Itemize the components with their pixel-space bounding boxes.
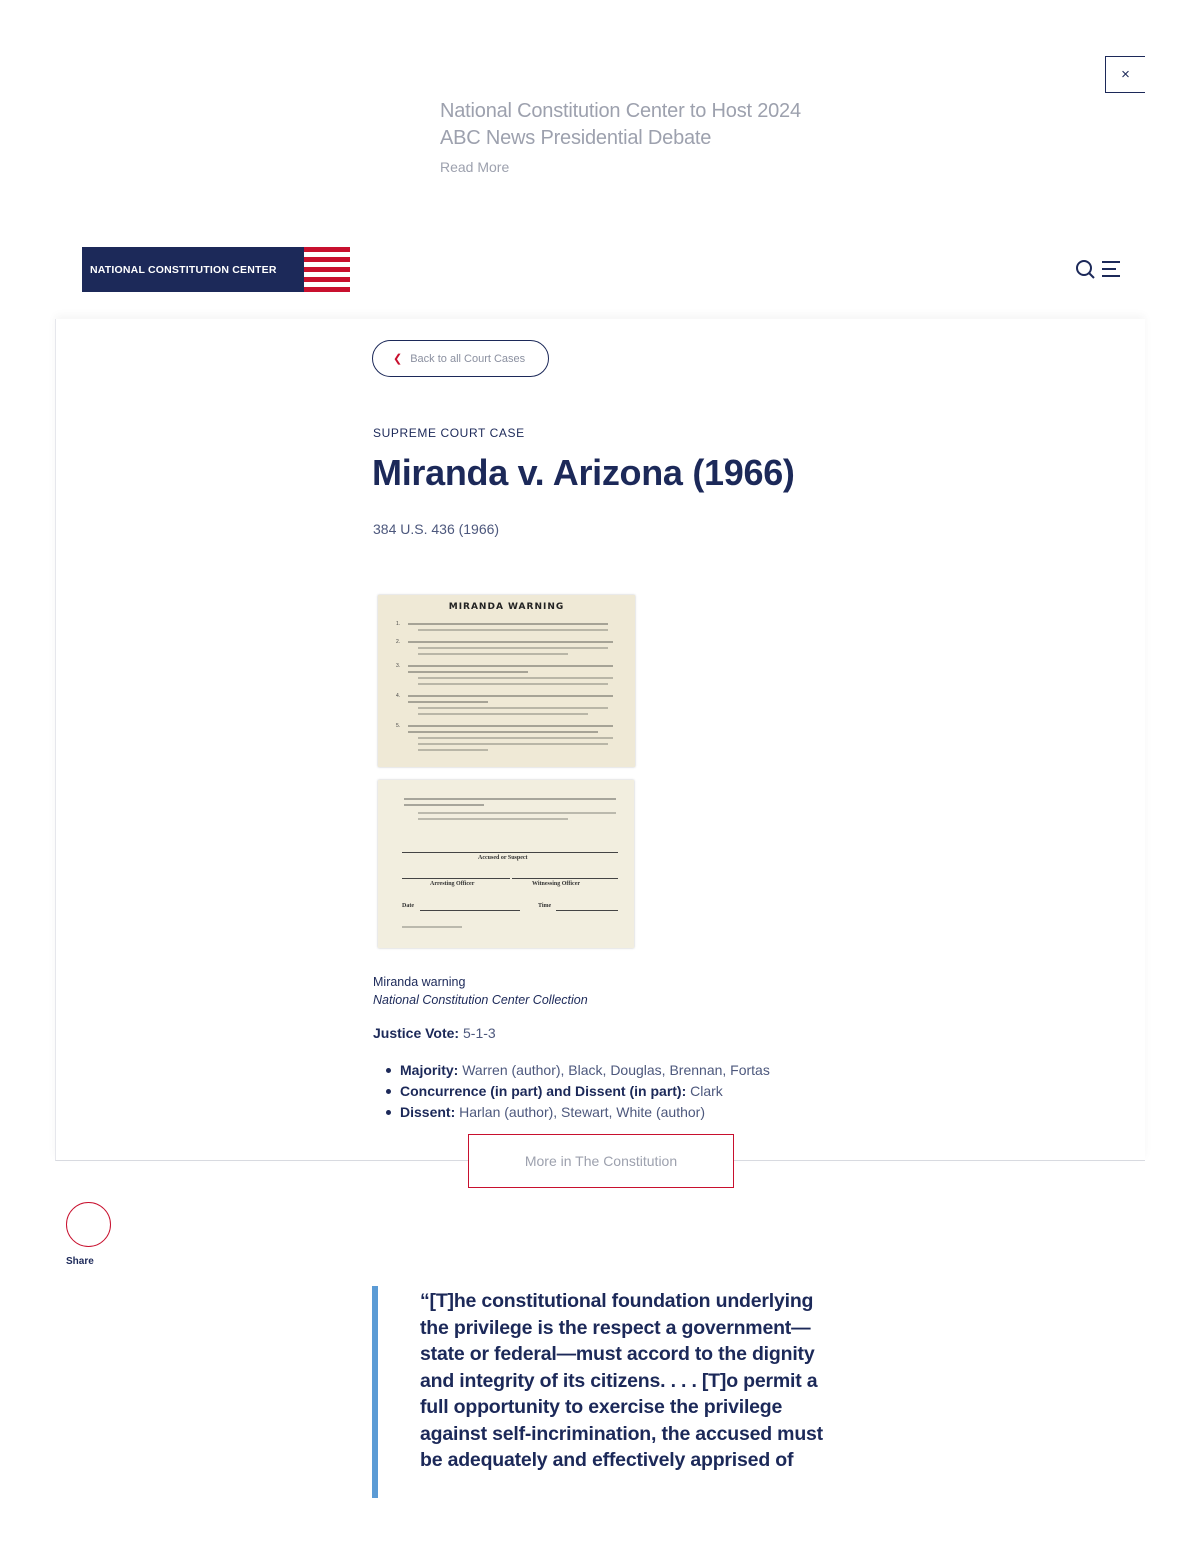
page-title: Miranda v. Arizona (1966) — [372, 452, 795, 493]
read-more-link[interactable]: Read More — [440, 159, 510, 175]
pull-quote: “[T]he constitutional foundation underlying the privilege is the respect a government—state or federal—must accord to the dignity and integrity of its citizens. . . . [T]o permit a full opportunity to exercise the privilege against self-incrimination, the accused must be adequately and effectively apprised of — [420, 1290, 823, 1471]
share-label: Share — [66, 1256, 94, 1267]
justices-list — [386, 1060, 770, 1123]
dissent-label: Dissent: — [400, 1104, 456, 1120]
justice-vote — [373, 1025, 496, 1041]
more-in-constitution-button[interactable] — [468, 1134, 734, 1188]
search-icon[interactable] — [1077, 261, 1094, 278]
dissent-justices: Harlan (author), Stewart, White (author) — [459, 1104, 705, 1120]
chevron-left-icon: ❮ — [393, 353, 403, 365]
header-actions — [1074, 257, 1124, 281]
site-logo[interactable] — [82, 247, 350, 292]
eyebrow-label: SUPREME COURT CASE — [373, 426, 525, 440]
card-heading: MIRANDA WARNING — [448, 602, 565, 612]
accused-label: Accused or Suspect — [478, 855, 528, 861]
more-button-label: More in The Constitution — [524, 1153, 678, 1169]
justice-vote-label: Justice Vote: — [373, 1025, 460, 1041]
witnessing-officer-label: Witnessing Officer — [532, 881, 581, 887]
justice-vote-value: 5-1-3 — [463, 1025, 496, 1041]
quote-accent-bar — [372, 1286, 378, 1498]
menu-icon[interactable] — [1102, 262, 1120, 276]
back-button-label: Back to all Court Cases — [410, 352, 526, 365]
arresting-officer-label: Arresting Officer — [430, 881, 475, 887]
list-item — [386, 1102, 770, 1123]
miranda-card-front-image: MIRANDA WARNING 1. 2. 3. 4. 5. — [378, 595, 635, 767]
back-to-court-cases-button[interactable] — [372, 340, 549, 377]
concurrence-justices: Clark — [690, 1083, 723, 1099]
logo-text: NATIONAL CONSTITUTION CENTER — [82, 247, 304, 292]
image-credit: National Constitution Center Collection — [373, 993, 588, 1007]
case-citation: 384 U.S. 436 (1966) — [373, 521, 500, 537]
share-button[interactable] — [66, 1202, 111, 1247]
list-item — [386, 1060, 770, 1081]
close-banner-button[interactable] — [1105, 56, 1145, 93]
image-caption: Miranda warning — [373, 975, 466, 989]
concurrence-label: Concurrence (in part) and Dissent (in part): — [400, 1083, 687, 1099]
miranda-card-back-image — [378, 780, 634, 948]
flag-stripes-icon — [304, 247, 350, 292]
close-icon: × — [1121, 66, 1130, 83]
majority-justices: Warren (author), Black, Douglas, Brennan, Fortas — [462, 1062, 770, 1078]
banner-title: National Constitution Center to Host 2024 ABC News Presidential Debate — [440, 100, 801, 149]
list-item — [386, 1081, 770, 1102]
time-label: Time — [538, 903, 552, 909]
date-label: Date — [402, 903, 414, 909]
majority-label: Majority: — [400, 1062, 459, 1078]
